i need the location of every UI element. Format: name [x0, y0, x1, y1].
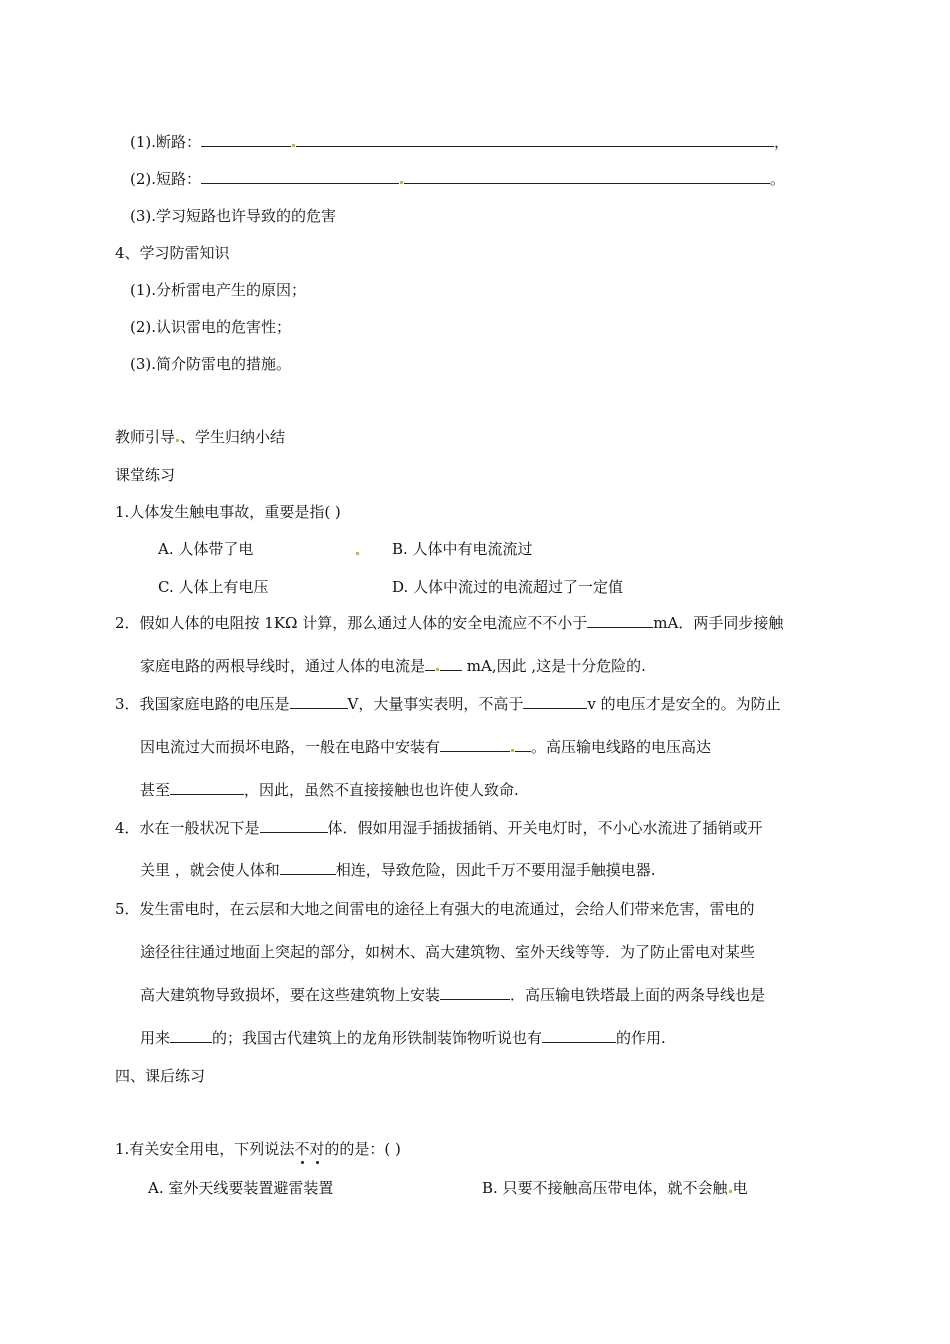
- list-item: (3).简介防雷电的措施。: [130, 355, 292, 373]
- list-item: (2).认识雷电的危害性；: [130, 318, 292, 336]
- question-line: [140, 737, 711, 757]
- question-text: ，因此，虽然不直接接触也也许使人致命.: [244, 781, 519, 799]
- answer-blank[interactable]: [440, 985, 510, 1000]
- question-text: 用来: [140, 1029, 171, 1047]
- practice-title: 课堂练习: [115, 466, 176, 484]
- question-text: 家庭电路的两根导线时，通过人体的电流是: [140, 657, 426, 675]
- question-text: 甚至: [140, 781, 171, 799]
- question-text: 的的是：( ): [324, 1140, 401, 1158]
- answer-blank[interactable]: [201, 132, 291, 147]
- question-text: 。高压输电线路的电压高达: [531, 738, 712, 756]
- emphasis-char: 不: [294, 1140, 310, 1158]
- option-a[interactable]: A. 室外天线要装置避雷装置: [148, 1179, 334, 1197]
- marker-dot: [400, 181, 403, 184]
- summary-part: 、学生归纳小结: [180, 428, 286, 446]
- section-title: 4、学习防雷知识: [115, 244, 230, 262]
- question-text: 1.有关安全用电，下列说法: [115, 1140, 295, 1158]
- question-line: [140, 1028, 666, 1048]
- question-line: 5．发生雷电时，在云层和大地之间雷电的途径上有强大的电流通过，会给人们带来危害，雷电的: [115, 900, 755, 918]
- option-b[interactable]: B. 人体中有电流流过: [392, 540, 533, 558]
- answer-blank[interactable]: [587, 613, 653, 628]
- marker-dot: [729, 1190, 732, 1193]
- answer-blank[interactable]: [290, 694, 348, 709]
- item-end: 。: [770, 170, 786, 188]
- question-line: [140, 985, 765, 1005]
- answer-blank[interactable]: [170, 1028, 212, 1043]
- answer-blank[interactable]: [201, 169, 399, 184]
- answer-blank[interactable]: [440, 656, 462, 671]
- question-text: mA,因此 ,这是十分危险的.: [462, 657, 646, 675]
- question-line: [140, 656, 646, 676]
- question-text: 关里 ，就会使人体和: [140, 861, 280, 879]
- answer-blank[interactable]: [404, 169, 770, 184]
- answer-blank[interactable]: [542, 1028, 616, 1043]
- question-stem: 1.人体发生触电事故，重要是指( ): [115, 503, 341, 521]
- item-label: (2).短路：: [130, 170, 202, 188]
- question-text: v 的电压才是安全的。为防止: [587, 695, 781, 713]
- question-text: V，大量事实表明，不高于: [347, 695, 524, 713]
- question-text: 4．水在一般状况下是: [115, 819, 260, 837]
- question-line: [140, 860, 656, 880]
- question-text: 体．假如用湿手插拔插销、开关电灯时，不小心水流进了插销或开: [327, 819, 763, 837]
- item-hazard: (3).学习短路也许导致的的危害: [130, 207, 337, 225]
- marker-dot: [356, 552, 359, 555]
- item-open-circuit: [130, 132, 789, 152]
- question-text: 的；我国古代建筑上的龙角形铁制装饰物听说也有: [212, 1029, 543, 1047]
- answer-blank[interactable]: [296, 132, 774, 147]
- option-text: B. 只要不接触高压带电体，就不会触: [482, 1179, 728, 1197]
- summary-line: [115, 427, 285, 447]
- question-text: 的作用.: [616, 1029, 666, 1047]
- question-line: [115, 613, 783, 633]
- question-text: ．高压输电铁塔最上面的两条导线也是: [510, 986, 766, 1004]
- marker-dot: [292, 144, 295, 147]
- section-title: 四、课后练习: [115, 1067, 206, 1085]
- answer-blank[interactable]: [260, 818, 328, 833]
- answer-blank[interactable]: [170, 780, 244, 795]
- answer-blank[interactable]: [515, 737, 531, 752]
- question-line: [115, 818, 763, 838]
- question-text: 3．我国家庭电路的电压是: [115, 695, 290, 713]
- question-text: 2．假如人体的电阻按 1KΩ 计算，那么通过人体的安全电流应不不小于: [115, 614, 588, 632]
- item-label: (1).断路：: [130, 133, 202, 151]
- marker-dot: [436, 668, 439, 671]
- question-line: [140, 780, 519, 800]
- list-item: (1).分析雷电产生的原因；: [130, 281, 307, 299]
- answer-blank[interactable]: [280, 860, 336, 875]
- question-text: 高大建筑物导致损坏，要在这些建筑物上安装: [140, 986, 441, 1004]
- question-text: 相连，导致危险，因此千万不要用湿手触摸电器.: [335, 861, 656, 879]
- option-a[interactable]: A. 人体带了电: [158, 540, 254, 558]
- answer-blank[interactable]: [425, 656, 435, 671]
- answer-blank[interactable]: [440, 737, 510, 752]
- option-c[interactable]: C. 人体上有电压: [158, 578, 269, 596]
- marker-dot: [176, 439, 179, 442]
- question-line: [115, 694, 781, 714]
- marker-dot: [511, 749, 514, 752]
- item-short-circuit: [130, 169, 785, 189]
- question-text: 因电流过大而损坏电路，一般在电路中安装有: [140, 738, 441, 756]
- item-end: ，: [774, 133, 790, 151]
- answer-blank[interactable]: [523, 694, 587, 709]
- question-text: mA．两手同步接触: [653, 614, 784, 632]
- emphasis-char: 对: [309, 1140, 325, 1158]
- question-line: 途径往往通过地面上突起的部分，如树木、高大建筑物、室外天线等等．为了防止雷电对某些: [140, 943, 756, 961]
- option-b[interactable]: [482, 1178, 748, 1198]
- option-text: 电: [732, 1179, 748, 1197]
- summary-part: 教师引导: [115, 428, 176, 446]
- question-line: [115, 1139, 401, 1159]
- option-d[interactable]: D. 人体中流过的电流超过了一定值: [392, 578, 624, 596]
